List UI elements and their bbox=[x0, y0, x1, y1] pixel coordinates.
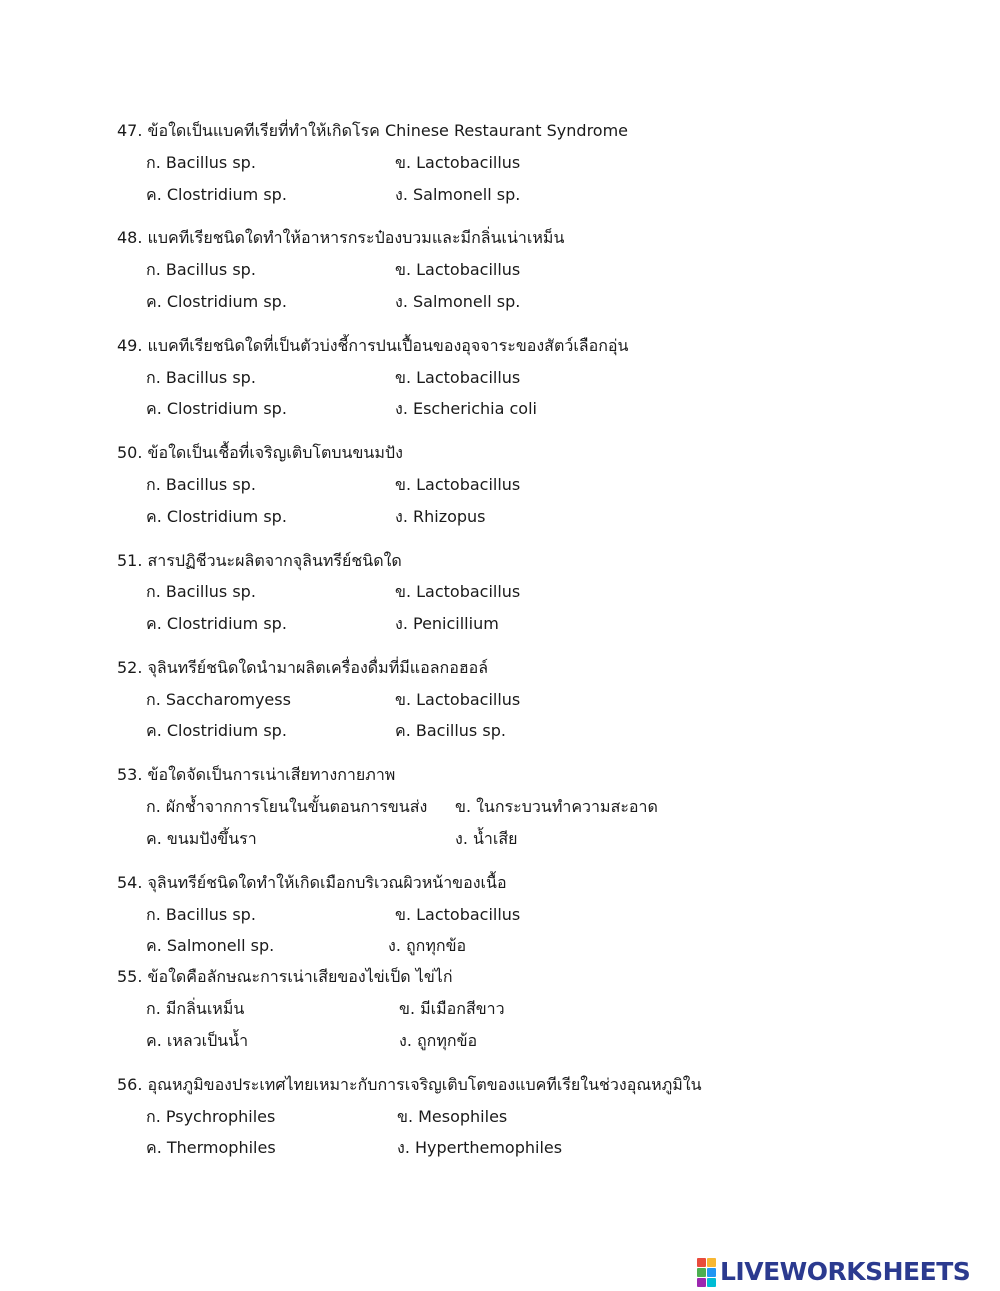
q56-option-c: ค. Thermophiles bbox=[146, 1138, 276, 1157]
q50-option-b: ข. Lactobacillus bbox=[395, 475, 521, 494]
q52-option-a: ก. Saccharomyess bbox=[146, 690, 291, 709]
q55-option-a: ก. มีกลิ่นเหม็น bbox=[146, 999, 245, 1018]
q52-option-c: ค. Clostridium sp. bbox=[146, 721, 287, 740]
q48-option-b: ข. Lactobacillus bbox=[395, 260, 521, 279]
logo-text: LIVEWORKSHEETS bbox=[720, 1257, 971, 1286]
q51-option-c: ค. Clostridium sp. bbox=[146, 614, 287, 633]
q53-option-c: ค. ขนมปังขึ้นรา bbox=[146, 829, 257, 848]
q53-option-a: ก. ผักช้ำจากการโยนในขั้นตอนการขนส่ง bbox=[146, 797, 428, 816]
q52-option-d: ค. Bacillus sp. bbox=[395, 721, 506, 740]
logo-block bbox=[697, 1258, 706, 1267]
q56-option-b: ข. Mesophiles bbox=[397, 1107, 508, 1126]
logo-block bbox=[707, 1278, 716, 1287]
question-51: 51. สารปฏิชีวนะผลิตจากจุลินทรีย์ชนิดใด bbox=[117, 551, 402, 570]
q47-option-c: ค. Clostridium sp. bbox=[146, 185, 287, 204]
question-50: 50. ข้อใดเป็นเชื้อที่เจริญเติบโตบนขนมปัง bbox=[117, 443, 403, 462]
q48-option-c: ค. Clostridium sp. bbox=[146, 292, 287, 311]
liveworksheets-logo bbox=[697, 1257, 970, 1287]
q47-option-d: ง. Salmonell sp. bbox=[395, 185, 521, 204]
q54-option-a: ก. Bacillus sp. bbox=[146, 905, 256, 924]
q54-option-b: ข. Lactobacillus bbox=[395, 905, 521, 924]
q50-option-a: ก. Bacillus sp. bbox=[146, 475, 256, 494]
q51-option-a: ก. Bacillus sp. bbox=[146, 582, 256, 601]
q51-option-b: ข. Lactobacillus bbox=[395, 582, 521, 601]
q48-option-a: ก. Bacillus sp. bbox=[146, 260, 256, 279]
logo-block bbox=[707, 1268, 716, 1277]
q49-option-c: ค. Clostridium sp. bbox=[146, 399, 287, 418]
q47-option-b: ข. Lactobacillus bbox=[395, 153, 521, 172]
question-49: 49. แบคทีเรียชนิดใดที่เป็นตัวบ่งชี้การปนเปื้อนของอุจจาระของสัตว์เลือกอุ่น bbox=[117, 336, 629, 355]
q53-option-d: ง. น้ำเสีย bbox=[455, 829, 518, 848]
q51-option-d: ง. Penicillium bbox=[395, 614, 499, 633]
question-48: 48. แบคทีเรียชนิดใดทำให้อาหารกระป๋องบวมและมีกลิ่นเน่าเหม็น bbox=[117, 228, 565, 247]
q50-option-c: ค. Clostridium sp. bbox=[146, 507, 287, 526]
q52-option-b: ข. Lactobacillus bbox=[395, 690, 521, 709]
question-56: 56. อุณหภูมิของประเทศไทยเหมาะกับการเจริญเติบโตของแบคทีเรียในช่วงอุณหภูมิใน bbox=[117, 1075, 702, 1094]
logo-blocks-icon bbox=[697, 1258, 716, 1287]
q55-option-b: ข. มีเมือกสีขาว bbox=[399, 999, 505, 1018]
question-53: 53. ข้อใดจัดเป็นการเน่าเสียทางกายภาพ bbox=[117, 765, 396, 784]
question-52: 52. จุลินทรีย์ชนิดใดนำมาผลิตเครื่องดื่มที่มีแอลกอฮอล์ bbox=[117, 658, 488, 677]
logo-block bbox=[697, 1268, 706, 1277]
q55-option-d: ง. ถูกทุกข้อ bbox=[399, 1031, 478, 1050]
question-47: 47. ข้อใดเป็นแบคทีเรียที่ทำให้เกิดโรค Chinese Restaurant Syndrome bbox=[117, 121, 629, 140]
q56-option-a: ก. Psychrophiles bbox=[146, 1107, 276, 1126]
q55-option-c: ค. เหลวเป็นน้ำ bbox=[146, 1031, 249, 1050]
q56-option-d: ง. Hyperthemophiles bbox=[397, 1138, 563, 1157]
question-54: 54. จุลินทรีย์ชนิดใดทำให้เกิดเมือกบริเวณผิวหน้าของเนื้อ bbox=[117, 873, 507, 892]
q50-option-d: ง. Rhizopus bbox=[395, 507, 486, 526]
q49-option-d: ง. Escherichia coli bbox=[395, 399, 537, 418]
q47-option-a: ก. Bacillus sp. bbox=[146, 153, 256, 172]
logo-block bbox=[697, 1278, 706, 1287]
q49-option-a: ก. Bacillus sp. bbox=[146, 368, 256, 387]
q53-option-b: ข. ในกระบวนทำความสะอาด bbox=[455, 797, 658, 816]
q54-option-d: ง. ถูกทุกข้อ bbox=[388, 936, 467, 955]
logo-block bbox=[707, 1258, 716, 1267]
question-55: 55. ข้อใดคือลักษณะการเน่าเสียของไข่เป็ด ไข่ไก่ bbox=[117, 967, 453, 986]
q49-option-b: ข. Lactobacillus bbox=[395, 368, 521, 387]
q54-option-c: ค. Salmonell sp. bbox=[146, 936, 275, 955]
q48-option-d: ง. Salmonell sp. bbox=[395, 292, 521, 311]
